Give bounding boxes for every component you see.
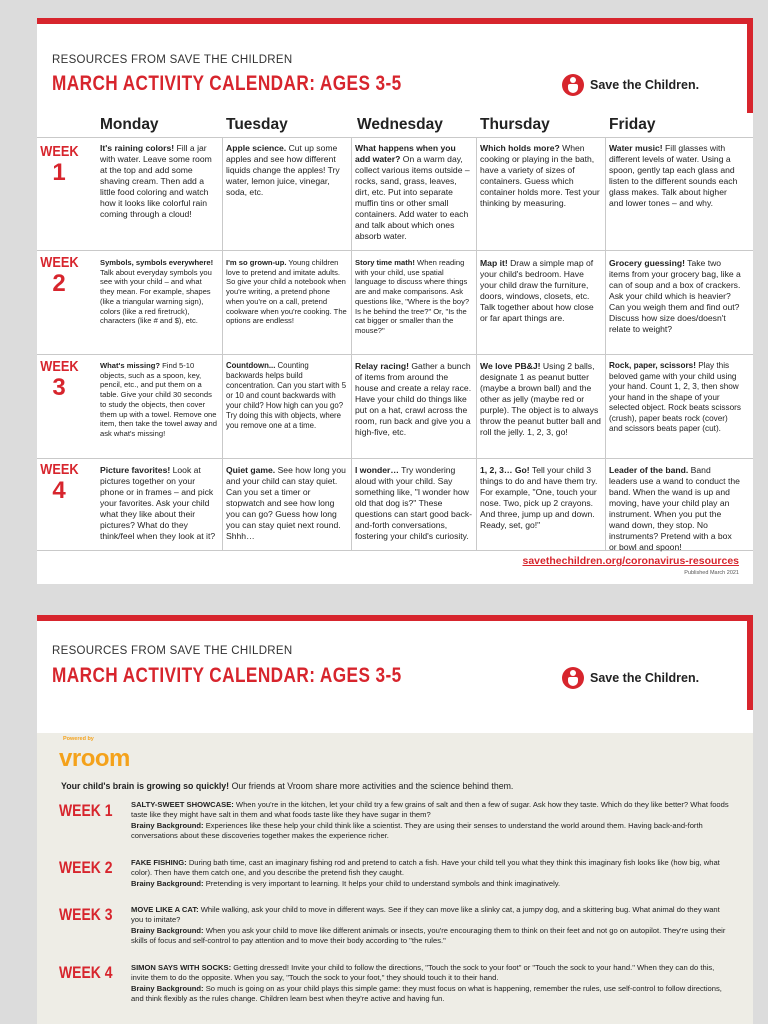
day-header-tuesday: Tuesday — [226, 116, 288, 133]
vroom-week-label-2: WEEK 2 — [59, 858, 113, 877]
activity-cell: Picture favorites! Look at pictures together on your phone or in frames – and pick your favorites. Ask your child what they like about their pictures? What do they think/feel when they look at it? — [100, 465, 216, 541]
activity-cell: Which holds more? When cooking or playing in the bath, have a variety of sizes of containers. Guess which container holds more. Test your thinking by measuring. — [480, 143, 600, 208]
grid-line — [37, 458, 753, 459]
week-label-2: WEEK 2 — [40, 254, 79, 297]
grid-line — [351, 137, 352, 550]
vroom-week-label-3: WEEK 3 — [59, 905, 113, 924]
vroom-week-2-text: FAKE FISHING: During bath time, cast an imaginary fishing rod and pretend to catch a fish. Have your child tell you what they think this imaginary fish looks like (how big, what color). Then have them catch one, and you describe the pretend fish they caught. Brainy Background: Pretending is very important to learning. It helps your child to understand symbols and think imaginatively. — [131, 858, 720, 888]
activity-cell: Story time math! When reading with your child, use spatial language to discuss where things are and make comparisons. Ask questions like, "Where is the boy? Is he behind the tree?" Or, "Is the cat bigger or smaller than the mouse?" — [355, 258, 470, 336]
grid-line — [476, 137, 477, 550]
grid-line — [605, 137, 606, 550]
vroom-week-4-text: SIMON SAYS WITH SOCKS: Getting dressed! Invite your child to follow the directions, "Touch the sock to your foot" or "Touch the sock to your hand." When they can do this, invite them to do the opposite. When you say, "Touch the sock to your foot," they should touch it to their hand. Brainy Background: So much is going on as your child plays this simple game: they must focus on what is happening, remember the rules, use self-control to follow directions, and think flexibly as the rules change. Children learn best when they're active and having fun. — [131, 963, 722, 1003]
activity-cell: Leader of the band. Band leaders use a wand to conduct the band. When the wand is up and moving, have your child play an instrument. When you put the wand down, they stop. No instruments? Pretend with a box or bowl and spoon! — [609, 465, 740, 552]
save-the-children-icon — [562, 667, 584, 689]
grid-line — [37, 354, 753, 355]
vroom-week-label-4: WEEK 4 — [59, 963, 113, 982]
page-title: MARCH ACTIVITY CALENDAR: AGES 3-5 — [52, 664, 402, 687]
activity-cell: Apple science. Cut up some apples and see how different liquids change the apples! Try water, lemon juice, vinegar, soda, etc. — [226, 143, 340, 197]
grid-line — [37, 250, 753, 251]
save-the-children-logo: Save the Children. — [562, 74, 699, 96]
activity-cell: 1, 2, 3… Go! Tell your child 3 things to do and have them try. For example, "One, touch your nose. Two, pick up 2 crayons. And three, jump up and down. Ready, set, go!" — [480, 465, 598, 530]
activity-cell: Relay racing! Gather a bunch of items from around the house and create a relay race. Have your child do things like put on a hat, crawl across the room, run back and give you a high-five, etc. — [355, 361, 472, 437]
day-header-wednesday: Wednesday — [357, 116, 443, 133]
activity-cell: What's missing? Find 5-10 objects, such as a spoon, key, pencil, etc., and put them on a table. Give your child 30 seconds to study the objects, then cover them up with a towel. Remove one item, then take the towel away and ask what's missing! — [100, 361, 217, 439]
calendar-page — [37, 18, 753, 584]
day-header-monday: Monday — [100, 116, 159, 133]
grid-line — [37, 137, 753, 138]
vroom-page — [37, 615, 753, 1024]
activity-cell: Rock, paper, scissors! Play this beloved game with your child using your hand. Count 1, 2, 3, then show your hand in the shape of your selected object. Rock beats scissors (crush), paper beats rock (cover) and scissors beats paper (cut). — [609, 361, 741, 433]
day-header-friday: Friday — [609, 116, 656, 133]
red-accent-bar-top — [37, 18, 753, 24]
red-accent-bar-right — [747, 615, 753, 710]
activity-cell: Quiet game. See how long you and your child can stay quiet. Can you set a timer or stopwatch and see how long you can go? Guess how long you can stay quiet next round. Shhh… — [226, 465, 346, 541]
activity-cell: Countdown... Counting backwards helps build concentration. Can you start with 5 or 10 and count backwards with your child? How high can you go? Try doing this with objects, where you remove one at a time. — [226, 361, 347, 430]
activity-cell: Symbols, symbols everywhere! Talk about everyday symbols you see with your child – and what they mean. For example, shapes (like a triangular warning sign), colors (like a red firetruck), characters (like # and $), etc. — [100, 258, 214, 326]
vroom-week-1-text: SALTY-SWEET SHOWCASE: When you're in the kitchen, let your child try a few grains of salt and then a few of sugar. Ask how they taste. Which do they like better? What foods taste like they might have salt in them and what foods taste like they have sugar in them? Brainy Background: Experiences like these help your child think like a scientist. They are using their senses to understand the world around them. Having back-and-forth conversations about these discoveries together makes the experience richer. — [131, 800, 729, 840]
week-label-4: WEEK 4 — [40, 461, 79, 504]
activity-cell: Map it! Draw a simple map of your child's bedroom. Have your child draw the furniture, doors, windows, closets, etc. Talk together about how close or far apart things are. — [480, 258, 594, 323]
vroom-week-3-text: MOVE LIKE A CAT: While walking, ask your child to move in different ways. See if they can move like a slinky cat, a jumpy dog, and a skittering bug. What animal do they want you to imitate? Brainy Background: When you ask your child to move like different animals or insects, you're encouraging them to think on their feet and not go on autopilot. They're using their skills of focus and self-control to pay attention and to move their body according to "the rules." — [131, 905, 726, 945]
red-accent-bar-top — [37, 615, 753, 621]
vroom-week-label-1: WEEK 1 — [59, 801, 113, 820]
vroom-powered-by: Powered by — [63, 736, 94, 742]
activity-cell: It's raining colors! Fill a jar with water. Leave some room at the top and add some shaving cream. Then add a little food coloring and watch how it looks like colorful rain coming through a cloud! — [100, 143, 212, 219]
week-label-1: WEEK 1 — [40, 143, 79, 186]
activity-cell: Grocery guessing! Take two items from your grocery bag, like a can of soup and a box of crackers. Ask your child which is heavier? Can you weigh them and find out? Discuss how size does/doesn't relate to weight? — [609, 258, 741, 334]
day-header-thursday: Thursday — [480, 116, 550, 133]
published-date: Published March 2021 — [684, 570, 739, 576]
save-the-children-logo: Save the Children. — [562, 667, 699, 689]
activity-cell: Water music! Fill glasses with different levels of water. Using a spoon, gently tap each glass and listen to the different sounds each glass makes. Talk about higher and lower tones – and why. — [609, 143, 738, 208]
grid-line — [222, 137, 223, 550]
vroom-logo: vroom — [59, 745, 130, 772]
activity-cell: What happens when you add water? On a warm day, collect various items outside – rocks, sand, grass, leaves, dirt, etc. Put into separate muffin tins or other small containers. Add water to each and talk about which ones absorb water. — [355, 143, 470, 241]
activity-cell: We love PB&J! Using 2 balls, designate 1 as peanut butter (maybe a brown ball) and the other as jelly (maybe red or purple). The object is to always throw the peanut butter ball and roll the jelly. 1, 2, 3, go! — [480, 361, 601, 437]
week-label-3: WEEK 3 — [40, 358, 79, 401]
page-title: MARCH ACTIVITY CALENDAR: AGES 3-5 — [52, 72, 402, 95]
activity-cell: I'm so grown-up. Young children love to pretend and imitate adults. So give your child a notebook when you're writing, a pretend phone when you're on a call, pretend cookware when you're cooking. The options are endless! — [226, 258, 347, 326]
header-kicker: RESOURCES FROM SAVE THE CHILDREN — [52, 645, 293, 657]
red-accent-bar-right — [747, 18, 753, 113]
header-kicker: RESOURCES FROM SAVE THE CHILDREN — [52, 54, 293, 66]
resources-link[interactable]: savethechildren.org/coronavirus-resources — [522, 555, 739, 567]
vroom-intro: Your child's brain is growing so quickly! Our friends at Vroom share more activities and the science behind them. — [61, 781, 514, 791]
activity-cell: I wonder… Try wondering aloud with your child. Say something like, "I wonder how old that dog is?" These questions can start good back-and-forth conversations, fostering your child's curiosity. — [355, 465, 473, 541]
save-the-children-icon — [562, 74, 584, 96]
